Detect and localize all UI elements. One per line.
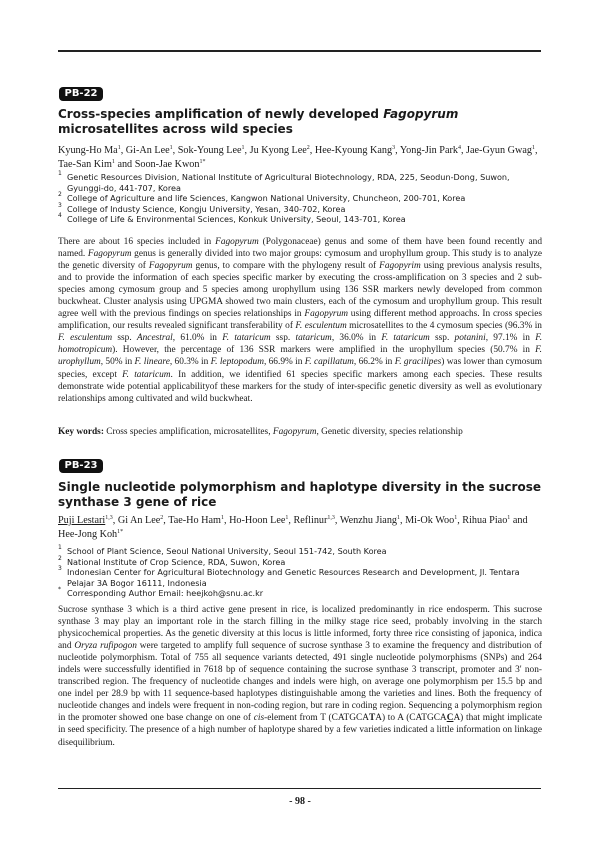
affiliation-number: 2 <box>58 554 62 562</box>
entry-id-badge: PB-22 <box>59 87 103 101</box>
abstract-text: Sucrose synthase 3 which is a third active gene present in rice, is localized predominantly in rice endosperm. This sucrose synthase 3 may play an important role in the starch filling in the milky stage rice seed, probably involving in the starch physicochemical properties. As the genetic diversity at this locus is little informed, forty three rice consisting of japonica, indica and Oryza rufipogon were targeted to amplify full sequence of sucrose synthase 3 to examine the frequency and distribution of nucleotide polymorphism. Total of 755 all sequence variants detected, 491 single nucleotide polymorphisms (SNPs) and 264 indels were successfully identified in 7618 bp of sequence containing the sucrose synthase 3 transcript, promoter and 3' non-transcribed region. The frequency of nucleotide changes and indels were high, on average one polymorphism per 15.5 bp and one indel per 28.9 bp with 11 sequence-based haplotypes distinguishable among the varieties and lines. Both the frequency of nucleotide changes and indels were frequent in non-coding region, but rare in coding region. Sequencing a polymorphism region in the promoter showed one base change on one of cis-element from T (CATGCATA) to A (CATGCACA) that might implicate in seed specificity. The presence of a high number of haplotype shared by a few varieties indicated a little information on linkage disequilibrium. <box>58 605 543 748</box>
keywords <box>58 426 544 438</box>
affiliation-item <box>58 172 544 193</box>
author-name: Soon-Jae Kwon$^{1*}$ <box>134 159 206 170</box>
author-affiliation-sup: 1 <box>507 515 511 521</box>
author-affiliation-sup: 2 <box>306 145 310 151</box>
abstract-text: There are about 16 species included in Fagopyrum (Polygonaceae) genus and some of them have been found recently and named. Fagopyrum genus is generally divided into two major groups: cymosum and urophyllum group. This study is to analyze the genetic diversity of Fagopyrum genus, to compare with the phylogeny result of Fagopyrim using previous analysis results, and to provide the information of each species specific marker by executing the cross-amplification on 3 species and 2 sub-species among cymosum group and 5 species among urophyllum using 136 SSR markers newly developed from common buckwheat. Cluster analysis using UPGMA showed two main clusters, each of the cymosum and urophyllum group. This result agree well with the previous findings on species relationships in Fagopyrum using different method approachs. In cross species amplification, our results revealed significant transferability of F. esculentum microsatellites to the 4 cymosum species (96.3% in F. esculentum ssp. Ancestral, 61.0% in F. tataricum ssp. tataricum, 36.0% in F. tataricum ssp. potanini, 97.1% in F. homotropicum). However, the percentage of 136 SSR markers were amplified in the urophyllum species (50.7% in F. urophyllum, 50% in F. lineare, 60.3% in F. leptopodum, 66.9% in F. capillatum, 66.2% in F. gracilipes) was lower than cymosum species, except F. tataricum. In addition, we identified 61 species specific markers among each species. These results demonstrate wide potential applicabilityof these markers for the study of inter-specific genetic diversity as well as evolutionary relationships among cultivated and wild buckwheat. <box>58 237 543 404</box>
author-name: Ju Kyong Lee$^2$ <box>249 145 310 156</box>
author-affiliation-sup: 1* <box>199 159 206 165</box>
affiliation-text: College of Life & Environmental Sciences, Konkuk University, Seoul, 143-701, Korea <box>67 214 406 224</box>
affiliation-item <box>58 546 544 557</box>
author-affiliation-sup: 3 <box>392 145 396 151</box>
affiliation-number: 2 <box>58 191 62 198</box>
affiliation-number: 1 <box>58 170 62 177</box>
affiliation-text: Genetic Resources Division, National Institute of Agricultural Biotechnology, RDA, 225, Seodun-Dong, Suwon, Gyunggi-do, 441-707, Korea <box>67 172 510 193</box>
affiliation-number: 3 <box>58 565 62 572</box>
author-affiliation-sup: 1,3 <box>105 515 113 521</box>
author-name: Ho-Hoon Lee$^1$ <box>229 515 289 526</box>
affiliation-text: School of Plant Science, Seoul National University, Seoul 151-742, South Korea <box>67 546 387 556</box>
author-list: Kyung-Ho Ma$^1$, Gi-An Lee$^1$, Sok-Young Lee$^1$, Ju Kyong Lee$^2$, Hee-Kyoung Kang$^3$, Yong-Jin Park$^4$, Jae-Gyun Gwag$^1$, Tae-San Kim$^1$ and Soon-Jae Kwon$^{1*}$ <box>58 145 538 170</box>
entry-id-badge: PB-23 <box>59 459 103 473</box>
affiliation-text: Indonesian Center for Agricultural Biotechnology and Genetic Resources Research and Development, Jl. Tentara Pelajar 3A Bogor 16111, Indonesia <box>67 567 520 588</box>
author-name: Gi-An Lee$^1$ <box>125 145 173 156</box>
top-rule <box>58 50 541 52</box>
keywords-text: Cross species amplification, microsatellites, Fagopyrum, Genetic diversity, species relationship <box>103 427 463 437</box>
affiliation-text: College of Agriculture and life Sciences, Kangwon National University, Chuncheon, 200-701, Korea <box>67 193 466 203</box>
affiliation-item <box>58 567 544 588</box>
author-name: Jae-Gyun Gwag$^1$ <box>466 145 535 156</box>
author-affiliation-sup: 1 <box>454 515 458 521</box>
author-name: Rihua Piao$^1$ <box>462 515 511 526</box>
author-affiliation-sup: 1 <box>531 145 535 151</box>
affiliation-item <box>58 201 544 215</box>
author-affiliation-sup: 1* <box>117 529 124 535</box>
author-name: Kyung-Ho Ma$^1$ <box>58 145 121 156</box>
author-name: Puji Lestari$^{1,3}$ <box>58 515 113 526</box>
author-name: Gi An Lee$^2$ <box>117 515 164 526</box>
affiliation-number: 4 <box>58 212 62 219</box>
affiliation-list <box>58 546 544 599</box>
author-name: Hee-Kyoung Kang$^3$ <box>314 145 396 156</box>
author-affiliation-sup: 1 <box>220 515 224 521</box>
affiliation-number: * <box>58 586 61 593</box>
bottom-rule <box>58 788 541 789</box>
author-affiliation-sup: 1 <box>285 515 289 521</box>
affiliation-item <box>58 554 544 568</box>
author-name: Tae-Ho Ham$^1$ <box>168 515 224 526</box>
affiliation-list <box>58 172 544 225</box>
author-affiliation-sup: 1,3 <box>327 515 335 521</box>
entry-title: Cross-species amplification of newly developed Fagopyrum microsatellites across wild species <box>58 107 459 136</box>
author-name: Hee-Jong Koh$^{1*}$ <box>58 529 124 540</box>
author-name: Wenzhu Jiang$^1$ <box>339 515 401 526</box>
keywords-label: Key words: <box>58 427 104 437</box>
affiliation-text: National Institute of Crop Science, RDA, Suwon, Korea <box>67 556 286 567</box>
author-name: Mi-Ok Woo$^1$ <box>405 515 458 526</box>
entry-title: Single nucleotide polymorphism and haplotype diversity in the sucrose synthase 3 gene of rice <box>58 480 541 509</box>
affiliation-number: 1 <box>58 544 62 551</box>
affiliation-item <box>58 193 544 204</box>
author-list: Puji Lestari$^{1,3}$, Gi An Lee$^2$, Tae-Ho Ham$^1$, Ho-Hoon Lee$^1$, Reflinur$^{1,3}$, Wenzhu Jiang$^1$, Mi-Ok Woo$^1$, Rihua Piao$^1$ and Hee-Jong Koh$^{1*}$ <box>58 515 528 540</box>
author-name: Reflinur$^{1,3}$ <box>293 515 335 526</box>
author-affiliation-sup: 1 <box>111 159 115 165</box>
page-number: - 98 - <box>289 796 311 807</box>
author-affiliation-sup: 2 <box>160 515 164 521</box>
affiliation-text: College of Industy Science, Kongju University, Yesan, 340-702, Korea <box>67 203 346 214</box>
author-affiliation-sup: 1 <box>169 145 173 151</box>
author-affiliation-sup: 1 <box>241 145 245 151</box>
author-name: Tae-San Kim$^1$ <box>58 159 115 170</box>
author-affiliation-sup: 4 <box>457 145 461 151</box>
author-affiliation-sup: 1 <box>397 515 401 521</box>
author-name: Sok-Young Lee$^1$ <box>177 145 245 156</box>
affiliation-item <box>58 214 544 225</box>
author-affiliation-sup: 1 <box>117 145 121 151</box>
affiliation-number: 3 <box>58 201 62 209</box>
affiliation-item <box>58 588 544 599</box>
author-name: Yong-Jin Park$^4$ <box>399 145 461 156</box>
affiliation-text: Corresponding Author Email: heejkoh@snu.ac.kr <box>67 588 264 598</box>
